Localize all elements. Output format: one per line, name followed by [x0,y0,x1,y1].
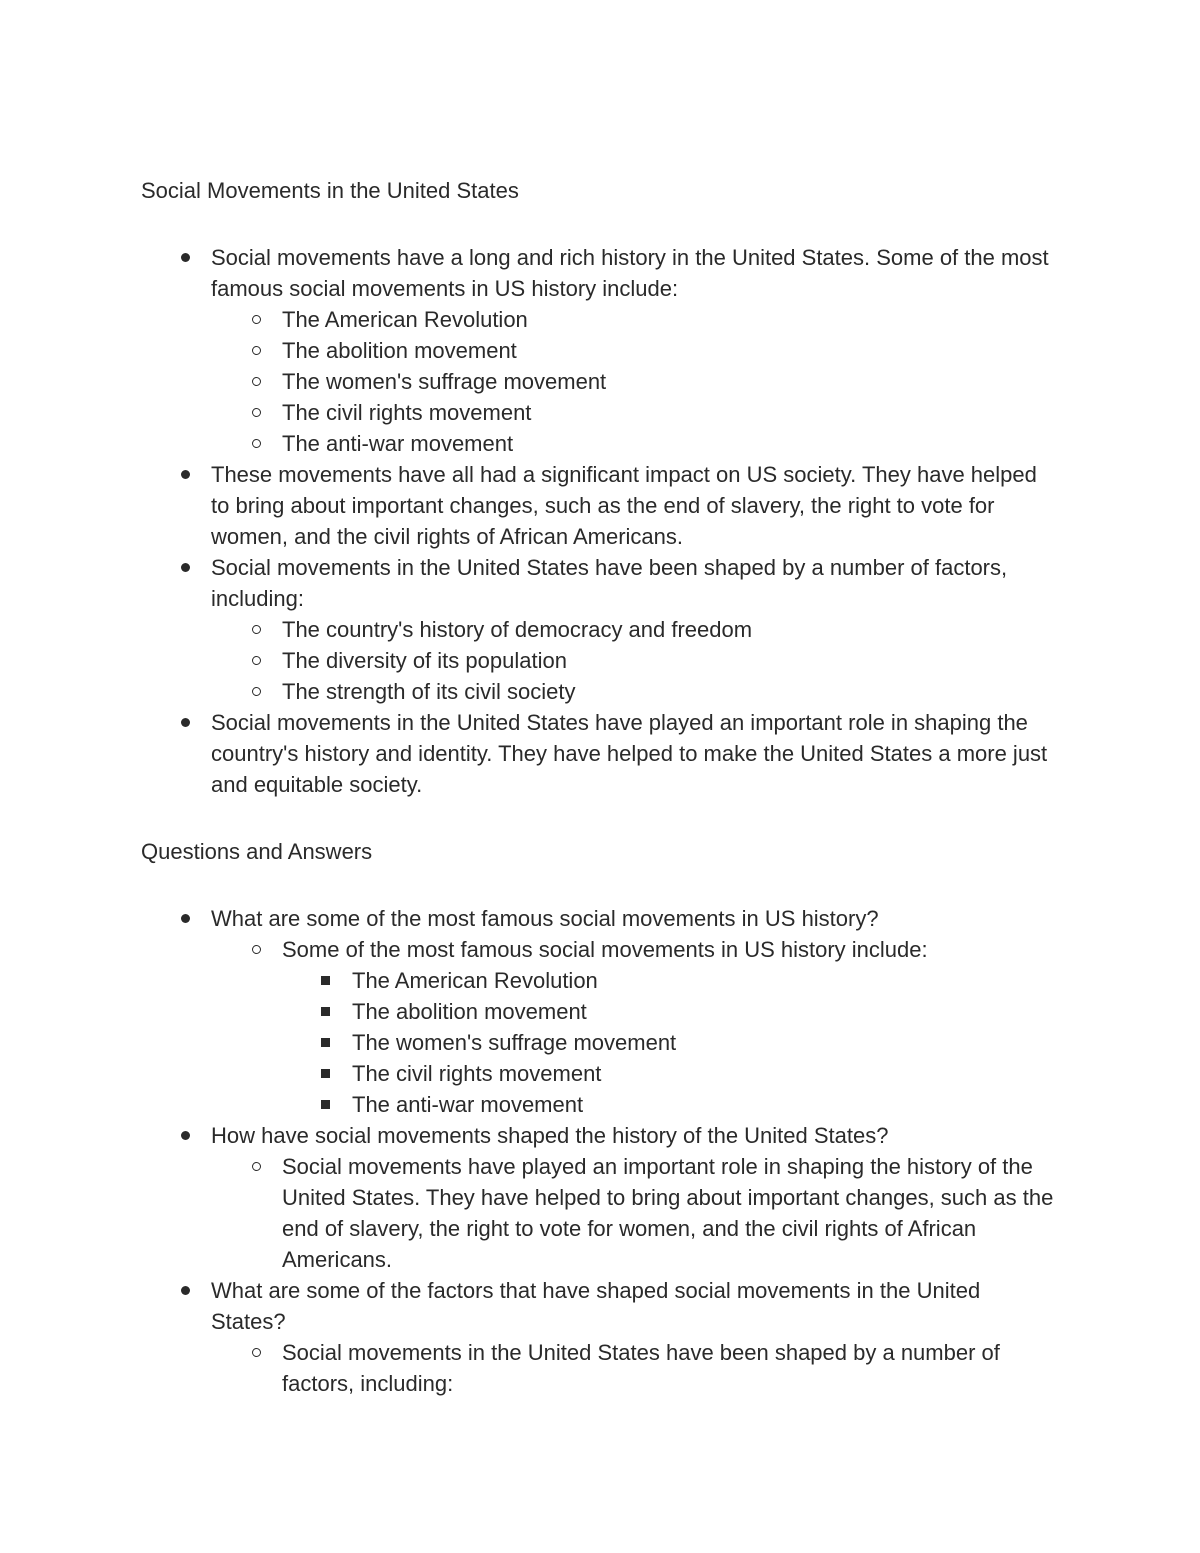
disc-bullet-icon [176,242,194,273]
answer-sub-item-text: The civil rights movement [352,1061,602,1086]
social-movements-list [0,242,1200,800]
list-item-text: Social movements have a long and rich history in the United States. Some of the most famous social movements in US history include: [211,245,1049,301]
sub-list-item-text: The civil rights movement [282,400,532,425]
sub-list-item-text: The diversity of its population [282,648,567,673]
circle-bullet-icon [247,1151,265,1182]
sub-list-item [0,397,1056,428]
answer-text: Social movements in the United States have been shaped by a number of factors, including: [282,1340,1000,1396]
disc-bullet-icon [176,1120,194,1151]
sub-list-item [0,614,1056,645]
list-item-text: Social movements in the United States have played an important role in shaping the country's history and identity. They have helped to make the United States a more just and equitable society. [211,710,1048,797]
sub-list-item [0,645,1056,676]
questions-list [0,903,1200,1399]
sub-list-item [0,335,1056,366]
circle-bullet-icon [247,304,265,335]
disc-bullet-icon [176,1275,194,1306]
disc-bullet-icon [176,552,194,583]
question-item [0,1120,1056,1275]
circle-bullet-icon [247,335,265,366]
sub-list-item-text: The strength of its civil society [282,679,576,704]
answer-item [0,1151,1056,1275]
square-bullet-icon [316,1058,334,1089]
sub-list-item [0,428,1056,459]
question-text: What are some of the most famous social movements in US history? [211,906,879,931]
answer-sub-item-text: The American Revolution [352,968,598,993]
disc-bullet-icon [176,459,194,490]
answer-sub-item [0,996,1056,1027]
question-item [0,1275,1056,1399]
square-bullet-icon [316,1027,334,1058]
answer-sub-item-text: The abolition movement [352,999,587,1024]
circle-bullet-icon [247,676,265,707]
sub-list-item [0,304,1056,335]
question-text: How have social movements shaped the history of the United States? [211,1123,889,1148]
answer-sub-item [0,965,1056,996]
question-item [0,903,1056,1120]
answer-sub-item-text: The women's suffrage movement [352,1030,677,1055]
disc-bullet-icon [176,707,194,738]
list-item-text: Social movements in the United States have been shaped by a number of factors, including: [211,555,1008,611]
circle-bullet-icon [247,366,265,397]
sub-list-item-text: The anti-war movement [282,431,514,456]
disc-bullet-icon [176,903,194,934]
list-item [0,552,1056,707]
answer-text: Social movements have played an important role in shaping the history of the United States. They have helped to bring about important changes, such as the end of slavery, the right to vote for women, and the civil rights of African Americans. [282,1154,1054,1272]
sub-list-item [0,676,1056,707]
circle-bullet-icon [247,934,265,965]
answer-sub-item-text: The anti-war movement [352,1092,584,1117]
square-bullet-icon [316,1089,334,1120]
sub-list-item-text: The American Revolution [282,307,528,332]
question-text: What are some of the factors that have shaped social movements in the United States? [211,1278,981,1334]
sub-list-item-text: The women's suffrage movement [282,369,607,394]
circle-bullet-icon [247,645,265,676]
square-bullet-icon [316,996,334,1027]
section-title-social-movements: Social Movements in the United States [141,178,519,203]
circle-bullet-icon [247,1337,265,1368]
circle-bullet-icon [247,397,265,428]
answer-sub-item [0,1027,1056,1058]
circle-bullet-icon [247,428,265,459]
list-item [0,242,1056,459]
list-item-text: These movements have all had a significant impact on US society. They have helped to bring about important changes, such as the end of slavery, the right to vote for women, and the civil rights of African Americans. [211,462,1037,549]
list-item [0,459,1056,552]
circle-bullet-icon [247,614,265,645]
answer-sub-item [0,1058,1056,1089]
sub-list-item-text: The abolition movement [282,338,517,363]
sub-list-item-text: The country's history of democracy and freedom [282,617,753,642]
answer-item [0,934,1056,1120]
answer-item [0,1337,1056,1399]
square-bullet-icon [316,965,334,996]
section-title-questions-and-answers: Questions and Answers [141,839,373,864]
answer-sub-item [0,1089,1056,1120]
sub-list-item [0,366,1056,397]
answer-text: Some of the most famous social movements in US history include: [282,937,928,962]
list-item [0,707,1056,800]
